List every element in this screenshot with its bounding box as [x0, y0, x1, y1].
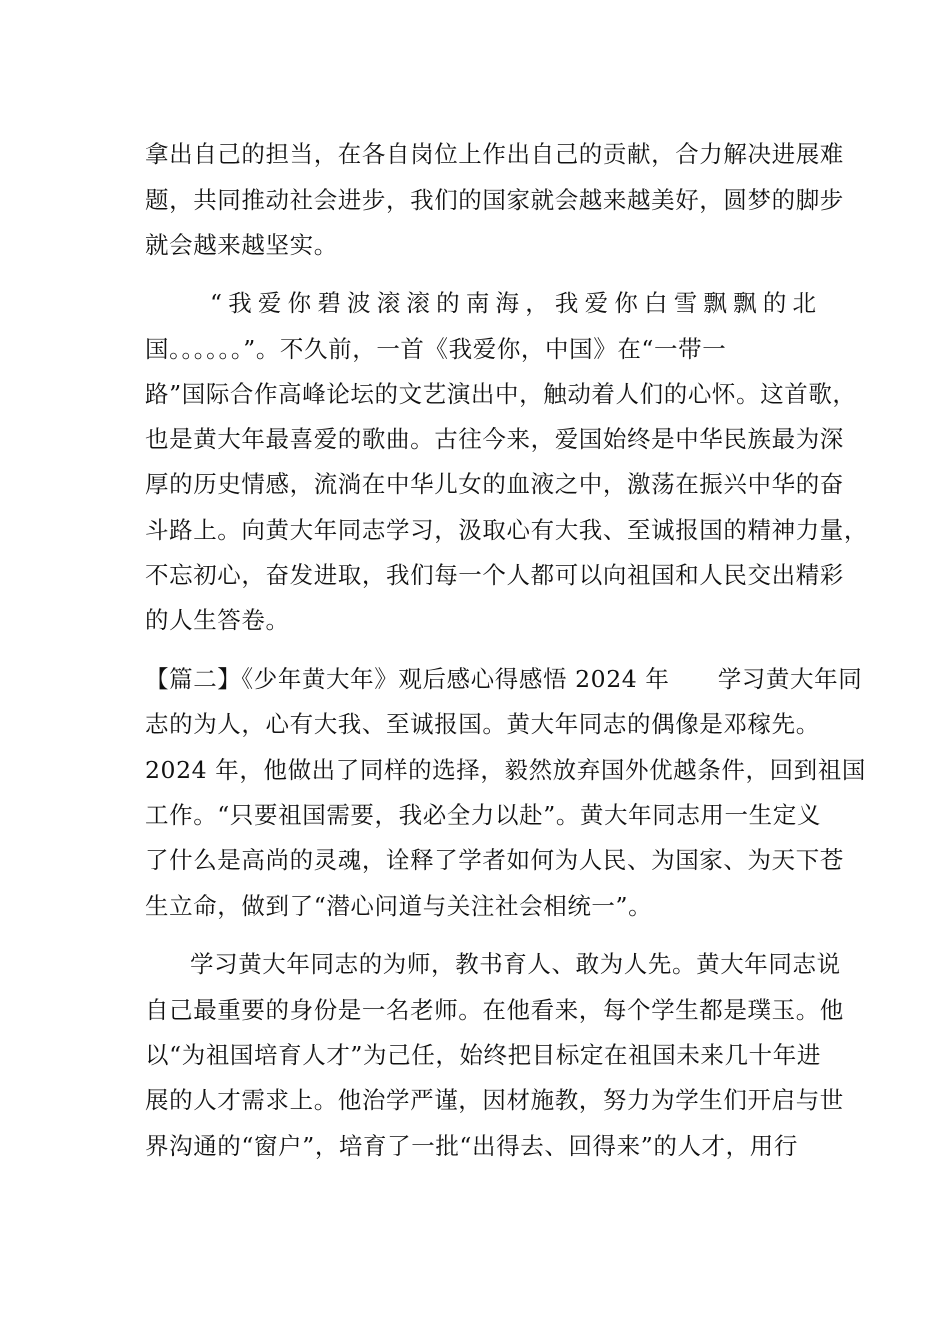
paragraph-start-line: “我爱你碧波滚滚的南海，我爱你白雪飘飘的北: [210, 289, 823, 317]
body-text-line: 了什么是高尚的灵魂，诠释了学者如何为人民、为国家、为天下苍: [145, 846, 844, 874]
body-text-line: 题，共同推动社会进步，我们的国家就会越来越美好，圆梦的脚步: [145, 186, 844, 214]
body-text-line: 界沟通的“窗户”，培育了一批“出得去、回得来”的人才，用行: [145, 1132, 798, 1160]
body-text-line: 斗路上。向黄大年同志学习，汲取心有大我、至诚报国的精神力量，: [145, 516, 868, 544]
body-text-line: 工作。“只要祖国需要，我必全力以赴”。黄大年同志用一生定义: [145, 801, 821, 829]
body-text-line: 国。。。。。。”。不久前，一首《我爱你，中国》在“一带一: [145, 335, 727, 363]
body-text-line: 也是黄大年最喜爱的歌曲。古往今来，爱国始终是中华民族最为深: [145, 425, 844, 453]
body-text-line: 展的人才需求上。他治学严谨，因材施教，努力为学生们开启与世: [145, 1086, 844, 1114]
body-text-line: 志的为人，心有大我、至诚报国。黄大年同志的偶像是邓稼先。: [145, 710, 820, 738]
body-text-line: 的人生答卷。: [145, 606, 290, 634]
body-text-line: 2024 年，他做出了同样的选择，毅然放弃国外优越条件，回到祖国: [145, 756, 866, 784]
paragraph-start-line: 学习黄大年同志的为师，教书育人、敢为人先。黄大年同志说: [190, 950, 841, 978]
body-text-line: 不忘初心，奋发进取，我们每一个人都可以向祖国和人民交出精彩: [145, 561, 844, 589]
body-text-line: 以“为祖国培育人才”为己任，始终把目标定在祖国未来几十年进: [145, 1041, 821, 1069]
body-text-line: 就会越来越坚实。: [145, 231, 338, 259]
body-text-line: 生立命，做到了“潜心问道与关注社会相统一”。: [145, 892, 653, 920]
body-text-line: 路”国际合作高峰论坛的文艺演出中，触动着人们的心怀。这首歌，: [145, 380, 857, 408]
body-text-line: 自己最重要的身份是一名老师。在他看来，每个学生都是璞玉。他: [145, 996, 844, 1024]
body-text-line: 拿出自己的担当，在各自岗位上作出自己的贡献，合力解决进展难: [145, 140, 844, 168]
body-text-line: 厚的历史情感，流淌在中华儿女的血液之中，激荡在振兴中华的奋: [145, 470, 844, 498]
section-heading-line: 【篇二】《少年黄大年》观后感心得感悟 2024 年 学习黄大年同: [145, 665, 863, 693]
